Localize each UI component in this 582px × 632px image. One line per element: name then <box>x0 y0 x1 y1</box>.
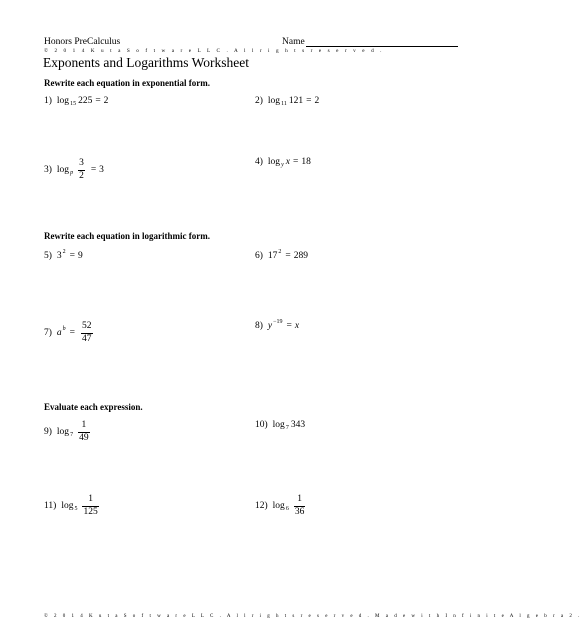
fraction <box>81 322 93 344</box>
exponent: 2 <box>62 249 66 255</box>
log-fn: log <box>267 96 281 106</box>
log-base: p <box>70 170 74 176</box>
numerator: 1 <box>297 494 302 504</box>
log-base: 11 <box>281 101 287 107</box>
exponent: b <box>62 326 66 332</box>
log-fn: log <box>56 165 70 175</box>
equals-sign: = <box>90 165 97 175</box>
power-base: 3 <box>56 251 62 261</box>
numerator: 3 <box>79 158 84 168</box>
fraction <box>78 421 90 443</box>
problem-10 <box>255 420 305 430</box>
numerator: 52 <box>82 321 92 331</box>
problem-number: 4) <box>255 157 263 167</box>
section-heading-logarithmic: Rewrite each equation in logarithmic form. <box>44 231 210 241</box>
copyright-footer: © 2 0 1 4 K u t a S o f t w a r e L L C . A l l r i g h t s r e s e r v e d . M a d e w i t h I n f i n i t e A l g e b r a 2 . <box>44 614 582 619</box>
problem-9 <box>44 421 93 443</box>
numerator: 1 <box>88 494 93 504</box>
problem-6 <box>255 251 308 261</box>
problem-number: 1) <box>44 96 52 106</box>
name-field <box>282 37 458 47</box>
problem-number: 9) <box>44 427 52 437</box>
equals-sign: = <box>285 251 291 261</box>
name-blank-line <box>306 37 458 47</box>
log-fn: log <box>272 420 285 430</box>
rhs-value: 9 <box>78 251 83 261</box>
equals-sign: = <box>95 96 101 106</box>
rhs-value: 289 <box>293 251 309 261</box>
problem-number: 6) <box>255 251 263 261</box>
problem-number: 10) <box>255 420 268 430</box>
log-base: 6 <box>285 506 289 512</box>
problem-number: 8) <box>255 321 263 331</box>
fraction <box>78 159 85 181</box>
log-fn: log <box>272 501 285 511</box>
rhs-value: x <box>294 321 300 331</box>
worksheet-title: Exponents and Logarithms Worksheet <box>43 55 250 70</box>
log-fn: log <box>267 157 281 167</box>
log-fn: log <box>61 501 74 511</box>
equals-sign: = <box>306 96 312 106</box>
equals-sign: = <box>69 251 76 261</box>
rhs-value: 2 <box>103 96 109 106</box>
log-base: 7 <box>285 425 289 431</box>
problem-2 <box>255 96 319 106</box>
equals-sign: = <box>286 321 292 331</box>
course-name: Honors PreCalculus <box>44 37 121 47</box>
problem-4 <box>255 157 311 167</box>
problem-number: 12) <box>255 501 268 511</box>
log-argument: 225 <box>78 96 93 106</box>
log-base: 5 <box>74 506 78 512</box>
rhs-value: 3 <box>99 165 104 175</box>
power-base: 17 <box>267 251 278 261</box>
log-argument: x <box>285 157 290 167</box>
log-fn: log <box>56 96 70 106</box>
log-base: 15 <box>70 101 77 107</box>
fraction <box>82 495 98 517</box>
log-fn: log <box>56 427 70 437</box>
log-base: y <box>281 162 284 168</box>
problem-number: 2) <box>255 96 263 106</box>
denominator: 125 <box>83 506 98 517</box>
denominator: 2 <box>79 170 84 181</box>
equals-sign: = <box>292 157 299 167</box>
power-base: y <box>267 321 273 331</box>
section-heading-exponential: Rewrite each equation in exponential form. <box>44 78 210 88</box>
denominator: 36 <box>294 506 305 517</box>
problem-number: 11) <box>44 501 57 511</box>
log-argument: 343 <box>290 420 306 430</box>
exponent: 2 <box>278 249 282 255</box>
problem-number: 7) <box>44 328 52 338</box>
problem-8 <box>255 321 299 331</box>
power-base: a <box>56 328 62 338</box>
log-argument: 121 <box>288 96 304 106</box>
denominator: 49 <box>79 432 89 443</box>
problem-7 <box>44 322 96 344</box>
problem-number: 3) <box>44 165 52 175</box>
problem-5 <box>44 251 83 261</box>
denominator: 47 <box>82 333 92 344</box>
rhs-value: 18 <box>301 157 311 167</box>
equals-sign: = <box>69 328 76 338</box>
name-label: Name <box>282 37 305 47</box>
problem-3 <box>44 159 104 181</box>
problem-1 <box>44 96 108 106</box>
problem-number: 5) <box>44 251 52 261</box>
log-base: 7 <box>70 432 74 438</box>
numerator: 1 <box>81 420 87 430</box>
section-heading-evaluate: Evaluate each expression. <box>44 402 143 412</box>
problem-12 <box>255 495 308 517</box>
rhs-value: 2 <box>314 96 320 106</box>
fraction <box>294 495 306 517</box>
exponent: −19 <box>273 319 283 325</box>
copyright-header: © 2 0 1 4 K u t a S o f t w a r e L L C . A l l r i g h t s r e s e r v e d . <box>44 48 385 54</box>
problem-11 <box>44 495 102 517</box>
